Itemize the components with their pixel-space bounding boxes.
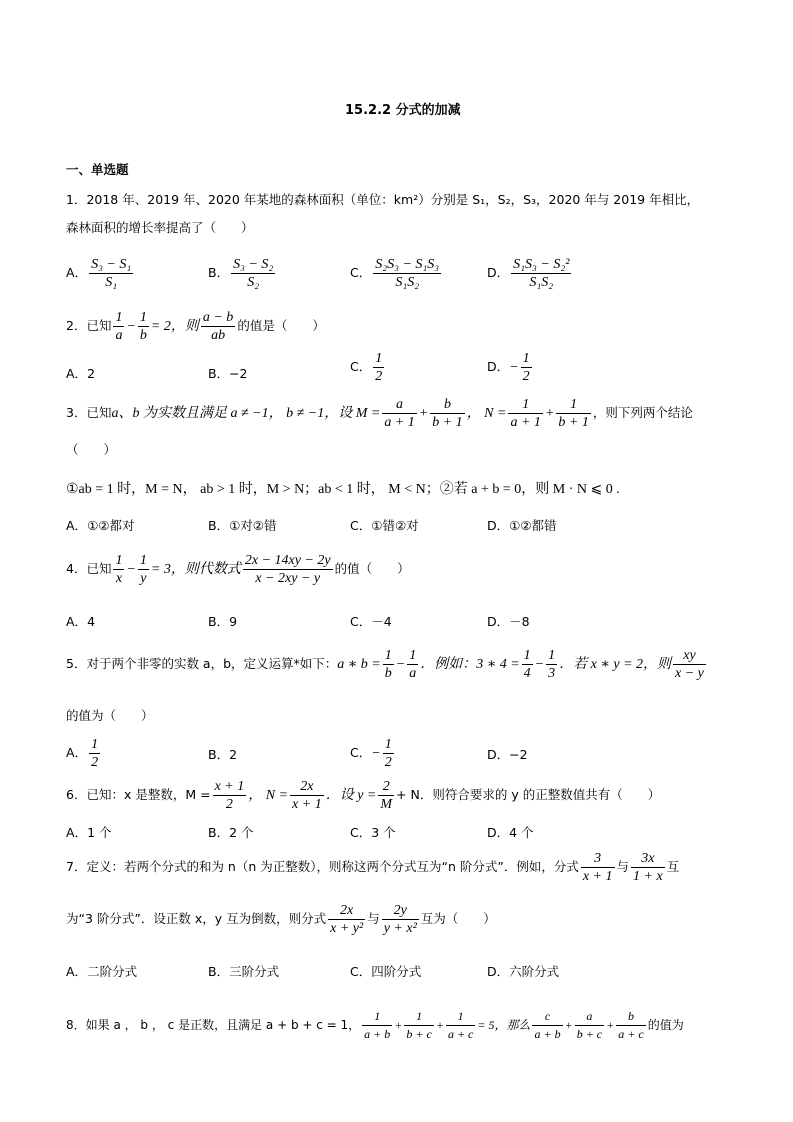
q1-line1: 1．2018 年、2019 年、2020 年某地的森林面积（单位：km²）分别是 S₁，S₂，S₃，2020 年与 2019 年相比，: [66, 192, 700, 207]
q4-stem: 4．已知 $\frac{1}{x}$ − $\frac{1}{y}$ = 3，则代数式 $\frac{2x - 14xy - 2y}{x - 2xy - y}$ 的值（ ）: [66, 553, 410, 586]
q7-line2: 为“3 阶分式”．设正数 x，y 互为倒数，则分式 $\frac{2x}{\text{x + y²}}$ 与 $\frac{2y}{\text{y + x²}}$ 互为（ ）: [66, 903, 496, 936]
q7-line1: 7．定义：若两个分式的和为 n（n 为正整数），则称这两个分式互为“n 阶分式”．例如，分式 $\frac{3}{x + 1}$ 与 $\frac{3x}{1 + x}$ 互: [66, 851, 680, 884]
q3-answer-paren: （ ）: [66, 442, 117, 457]
q3-option-c[interactable]: C．①错②对: [350, 518, 419, 533]
q4-option-b[interactable]: B．9: [208, 614, 238, 629]
q5-option-d[interactable]: D．−2: [487, 747, 528, 762]
q6-option-d[interactable]: D．4 个: [487, 825, 534, 840]
q1-option-d[interactable]: D． $\frac{\text{S₁S₃ − S₂²}}{\text{S₁S₂}}$: [487, 257, 570, 290]
q8-stem: 8．如果 a ， b ， c 是正数，且满足 a + b + c = 1， $\frac{1}{a + b}$ + $\frac{1}{b + c}$ + $\frac{1}{a + c}$ = 5，那么 $\frac{c}{a + b}$ + $\frac{a}{b + c}$ + $\frac{b}{a + c}$ 的值为: [66, 1009, 684, 1041]
q6-option-c[interactable]: C．3 个: [350, 825, 396, 840]
q3-statements: ①ab = 1 时，M = N， ab > 1 时，M > N；ab < 1 时， M < N；②若 a + b = 0，则 M · N ⩽ 0 .: [66, 482, 620, 497]
q7-option-a[interactable]: A．二阶分式: [66, 964, 138, 979]
q5-option-b[interactable]: B．2: [208, 747, 238, 762]
q2-option-b[interactable]: B．−2: [208, 366, 248, 381]
q3-option-a[interactable]: A．①②都对: [66, 518, 135, 533]
section-heading: 一、单选题: [66, 162, 129, 177]
page-title: 15.2.2 分式的加减: [345, 103, 461, 118]
q6-stem: 6．已知：x 是整数，M = $\frac{x + 1}{2}$ ， N = $\frac{2x}{x + 1}$ ．设 y = $\frac{2}{M}$ + N．则符合要求的 y 的正整数值共有（ ）: [66, 779, 661, 812]
q6-option-b[interactable]: B．2 个: [208, 825, 254, 840]
q3-option-b[interactable]: B．①对②错: [208, 518, 277, 533]
q2-option-c[interactable]: C． $\frac{1}{2}$: [350, 351, 383, 384]
q2-stem: 2．已知 $\frac{1}{a}$ − $\frac{1}{b}$ = 2，则 $\frac{a - b}{ab}$ 的值是（ ）: [66, 310, 325, 343]
q6-option-a[interactable]: A．1 个: [66, 825, 112, 840]
q2-option-a[interactable]: A．2: [66, 366, 96, 381]
q5-stem: 5．对于两个非零的实数 a，b，定义运算*如下：a ∗ b = $\frac{1}{b}$ − $\frac{1}{a}$ ．例如：3 ∗ 4 = $\frac{1}{4}$ − $\frac{1}{3}$ ．若 x ∗ y = 2，则 $\frac{xy}{x - y}$: [66, 648, 704, 681]
q2-option-d[interactable]: D．− $\frac{1}{2}$: [487, 351, 530, 384]
q4-option-a[interactable]: A．4: [66, 614, 96, 629]
q3-option-d[interactable]: D．①②都错: [487, 518, 557, 533]
q7-option-c[interactable]: C．四阶分式: [350, 964, 422, 979]
q4-option-c[interactable]: C．－4: [350, 614, 392, 629]
q1-option-c[interactable]: C． $\frac{\text{S₂S₃ − S₁S₃}}{\text{S₁S₂}}$: [350, 257, 440, 290]
q1-option-a[interactable]: A． $\frac{\text{S₃ − S₁}}{\text{S₁}}$: [66, 257, 132, 290]
q3-stem: 3．已知a、b 为实数且满足 a ≠ −1， b ≠ −1，设 M = $\frac{a}{a + 1}$ + $\frac{b}{b + 1}$ ， N = $\frac{1}{a + 1}$ + $\frac{1}{b + 1}$ ，则下列两个结论: [66, 397, 693, 430]
q1-option-b[interactable]: B． $\frac{\text{S₃ − S₂}}{\text{S₂}}$: [208, 257, 274, 290]
q1-line2: 森林面积的增长率提高了（ ）: [66, 220, 254, 235]
q5-line2: 的值为（ ）: [66, 708, 154, 723]
q7-option-d[interactable]: D．六阶分式: [487, 964, 560, 979]
q5-option-a[interactable]: A． $\frac{1}{2}$: [66, 737, 99, 770]
q4-option-d[interactable]: D．－8: [487, 614, 530, 629]
q7-option-b[interactable]: B．三阶分式: [208, 964, 280, 979]
q5-option-c[interactable]: C．− $\frac{1}{2}$: [350, 737, 392, 770]
